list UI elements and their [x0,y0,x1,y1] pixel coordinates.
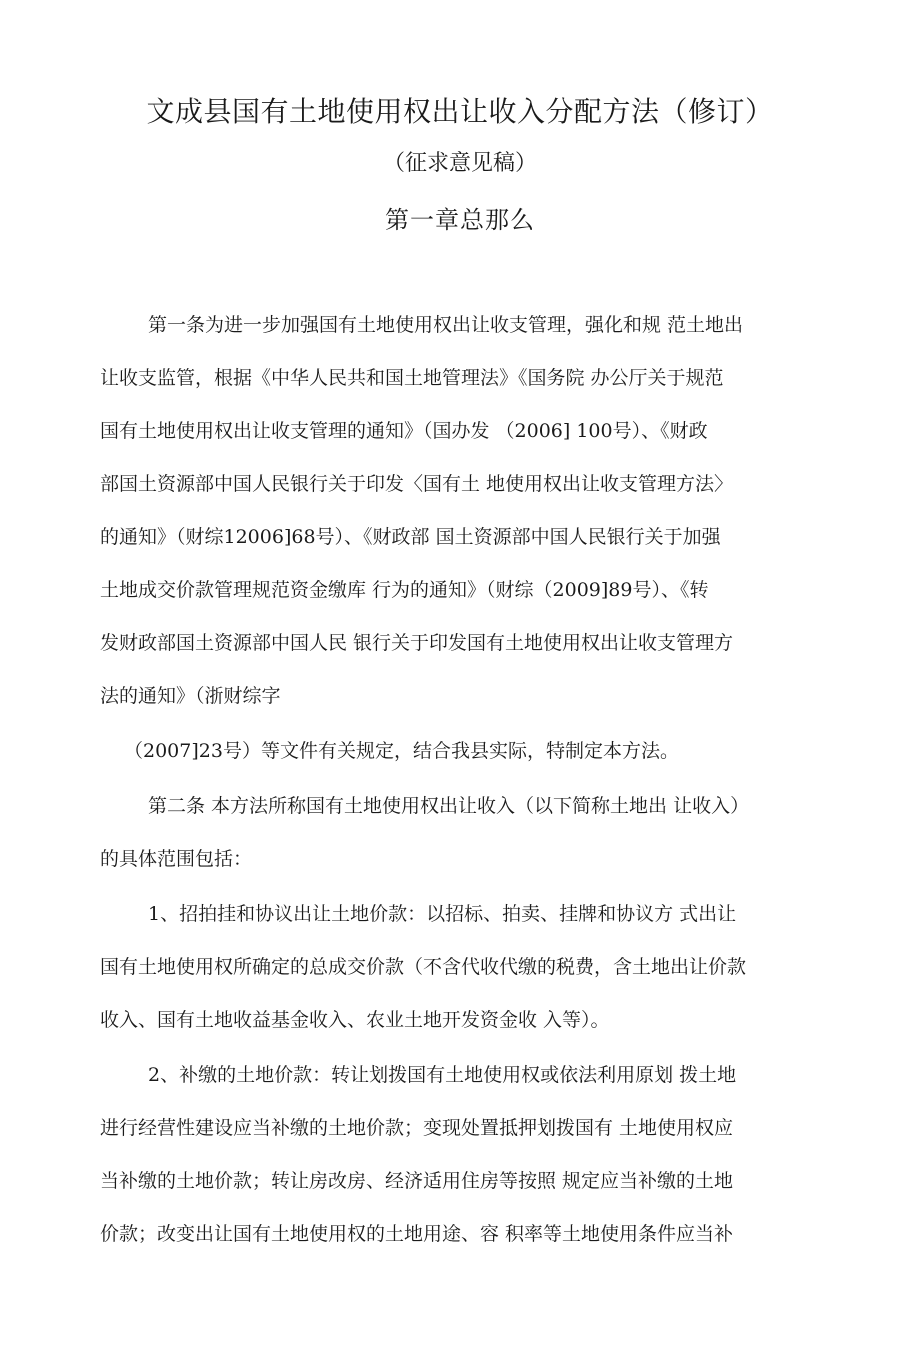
document-subtitle: （征求意见稿） [382,151,537,176]
paragraph-line: 法的通知》（浙财综字 [100,685,281,707]
paragraph-line: 的通知》（财综12006]68号）、《财政部 国土资源部中国人民银行关于加强 [100,526,721,548]
paragraph-line: 第一条为进一步加强国有土地使用权出让收支管理，强化和规 范土地出 [148,314,744,336]
document-title: 文成县国有土地使用权出让收入分配方法（修订） [146,95,774,128]
paragraph-line: 1、招拍挂和协议出让土地价款：以招标、拍卖、挂牌和协议方 式出让 [148,903,737,925]
paragraph-line: 的具体范围包括： [100,848,253,870]
paragraph-line: 发财政部国土资源部中国人民 银行关于印发国有土地使用权出让收支管理方 [100,632,734,654]
paragraph-line: 2、补缴的土地价款：转让划拨国有土地使用权或依法利用原划 拨土地 [148,1064,737,1086]
paragraph-line: 国有土地使用权出让收支管理的通知》（国办发 （2006] 100号）、《财政 [100,420,708,442]
paragraph-line: 收入、国有土地收益基金收入、农业土地开发资金收 入等）。 [100,1009,610,1031]
paragraph-line: 当补缴的土地价款；转让房改房、经济适用住房等按照 规定应当补缴的土地 [100,1170,734,1192]
paragraph-line: 价款；改变出让国有土地使用权的土地用途、容 积率等土地使用条件应当补 [100,1223,734,1245]
paragraph-line: 让收支监管，根据《中华人民共和国土地管理法》《国务院 办公厅关于规范 [100,367,724,389]
chapter-heading: 第一章总那么 [385,206,535,234]
paragraph-line: 第二条 本方法所称国有土地使用权出让收入（以下简称土地出 让收入） [148,795,750,817]
paragraph-line: 进行经营性建设应当补缴的土地价款；变现处置抵押划拨国有 土地使用权应 [100,1117,734,1139]
paragraph-line: 国有土地使用权所确定的总成交价款（不含代收代缴的税费，含土地出让价款 [100,956,747,978]
paragraph-line: （2007]23号）等文件有关规定，结合我县实际，特制定本方法。 [124,740,679,762]
paragraph-line: 土地成交价款管理规范资金缴库 行为的通知》（财综（2009]89号）、《转 [100,579,709,601]
paragraph-line: 部国土资源部中国人民银行关于印发〈国有土 地使用权出让收支管理方法〉 [100,473,734,495]
